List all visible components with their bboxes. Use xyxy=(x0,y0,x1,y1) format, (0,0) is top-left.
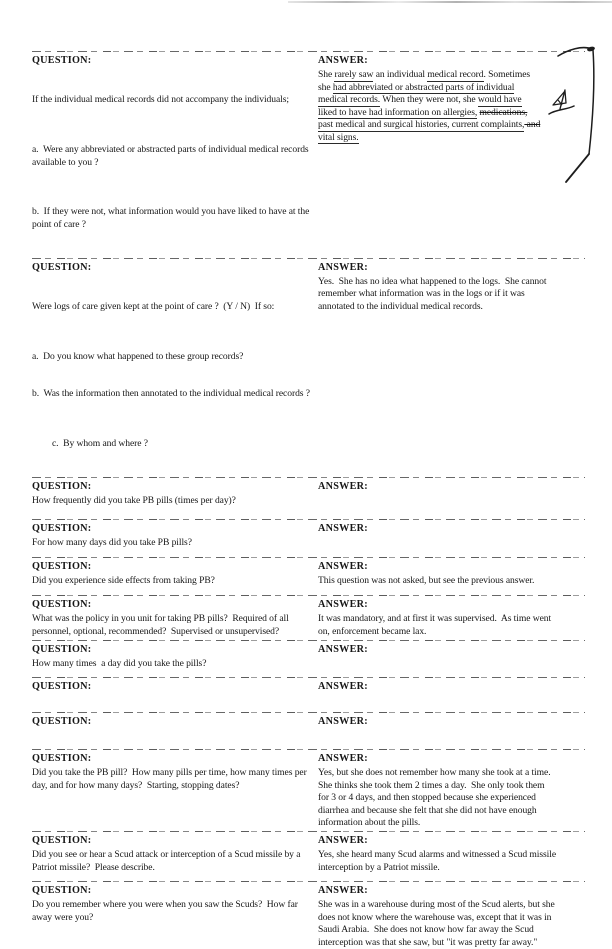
answer-text: She was in a warehouse during most of the Scud alerts, but she does not know where the warehouse was, except that it was in Saudi Arabia. She does not know how far away the Scud interception was that she saw, but "it was pretty far away." xyxy=(318,899,558,948)
section-divider xyxy=(32,711,585,713)
qa-section xyxy=(32,257,585,476)
question-label: QUESTION: xyxy=(32,561,92,573)
qa-section xyxy=(32,556,585,594)
question-text: a. Were any abbreviated or abstracted parts of individual medical records available to you ? xyxy=(32,143,311,168)
answer-line: past medical and surgical histories, current complaints, and xyxy=(318,119,541,131)
section-divider xyxy=(32,556,585,558)
question-label: QUESTION: xyxy=(32,523,92,535)
section-divider xyxy=(32,748,585,750)
question-text: Did you see or hear a Scud attack or interception of a Scud missile by a Patriot missile? Please describe. xyxy=(32,849,303,873)
answer-line: liked to have had information on allergies, medications, xyxy=(318,106,528,118)
answer-label: ANSWER: xyxy=(318,481,368,493)
question-text: Did you take the PB pill? How many pills per time, how many times per day, and for how many days? Starting, stopping dates? xyxy=(32,767,310,791)
question-label: QUESTION: xyxy=(32,481,92,493)
qa-section xyxy=(32,476,585,518)
answer-line: she had abbreviated or abstracted parts of individual xyxy=(318,81,515,93)
answer-label: ANSWER: xyxy=(318,681,368,693)
question-label: QUESTION: xyxy=(32,885,92,896)
answer-label: ANSWER: xyxy=(318,599,368,611)
question-text: What was the policy in you unit for taking PB pills? Required of all personnel, optional, recommended? Supervised or unsupervised? xyxy=(32,613,291,637)
question-label: QUESTION: xyxy=(32,681,92,693)
question-text: How many times a day did you take the pills? xyxy=(32,658,207,670)
answer-text: It was mandatory, and at first it was supervised. As time went on, enforcement became lax. xyxy=(318,613,554,637)
answer-text-annotated xyxy=(318,69,557,145)
qa-section xyxy=(32,676,585,711)
answer-line: She rarely saw an individual medical record. Sometimes xyxy=(318,69,531,80)
section-divider xyxy=(32,880,585,882)
answer-label: ANSWER: xyxy=(318,885,368,896)
section-divider xyxy=(32,476,585,478)
question-label: QUESTION: xyxy=(32,261,92,273)
question-text: b. If they were not, what information would you have liked to have at the point of care ? xyxy=(32,206,312,230)
question-label: QUESTION: xyxy=(32,835,92,846)
section-divider xyxy=(32,518,585,520)
qa-section xyxy=(32,639,585,676)
section-divider xyxy=(32,257,585,259)
flag-mark-annotation xyxy=(548,88,576,120)
question-subitem: a. Do you know what happened to these group records? xyxy=(32,350,244,362)
question-text: For how many days did you take PB pills? xyxy=(32,537,192,549)
question-label: QUESTION: xyxy=(32,644,92,656)
answer-line: vital signs. xyxy=(318,131,359,143)
question-label: QUESTION: xyxy=(32,716,92,728)
section-divider xyxy=(32,50,585,52)
answer-text: Yes, she heard many Scud alarms and witnessed a Scud missile interception by a Patriot missile. xyxy=(318,849,559,873)
answer-text: This question was not asked, but see the previous answer. xyxy=(318,575,535,587)
question-text: Were logs of care given kept at the point of care ? (Y / N) If so: xyxy=(32,300,275,312)
question-subitem: b. Was the information then annotated to the individual medical records ? xyxy=(32,388,310,400)
answer-label: ANSWER: xyxy=(318,716,368,728)
qa-section xyxy=(32,748,585,830)
section-divider xyxy=(32,676,585,678)
question-label: QUESTION: xyxy=(32,55,92,66)
answer-label: ANSWER: xyxy=(318,55,368,66)
answer-text: Yes, but she does not remember how many she took at a time. She thinks she took them 2 times a day. She only took them for 3 or 4 days, and then stopped because she experienced diarrhea and because she felt that she did not have enough information about the pills. xyxy=(318,767,556,829)
qa-section xyxy=(32,50,585,257)
qa-section xyxy=(32,518,585,556)
section-divider xyxy=(32,594,585,596)
answer-label: ANSWER: xyxy=(318,753,368,765)
question-text: Did you experience side effects from taking PB? xyxy=(32,575,215,587)
qa-section xyxy=(32,830,585,880)
question-subitem: c. By whom and where ? xyxy=(52,438,148,450)
answer-label: ANSWER: xyxy=(318,261,368,273)
answer-label: ANSWER: xyxy=(318,523,368,535)
qa-section xyxy=(32,711,585,748)
answer-text: Yes. She has no idea what happened to the logs. She cannot remember what information was in the logs or if it was annotated to the individual medical records. xyxy=(318,275,549,312)
answer-label: ANSWER: xyxy=(318,561,368,573)
question-text: If the individual medical records did not accompany the individuals; xyxy=(32,94,289,106)
question-text: Do you remember where you were when you saw the Scuds? How far away were you? xyxy=(32,899,301,923)
question-label: QUESTION: xyxy=(32,753,92,765)
qa-section xyxy=(32,880,585,949)
section-divider xyxy=(32,830,585,832)
answer-line: medical records. When they were not, she would have xyxy=(318,94,522,106)
section-divider xyxy=(32,639,585,641)
question-label: QUESTION: xyxy=(32,599,92,611)
question-text: How frequently did you take PB pills (times per day)? xyxy=(32,495,236,507)
qa-section xyxy=(32,594,585,639)
answer-label: ANSWER: xyxy=(318,835,368,846)
answer-label: ANSWER: xyxy=(318,644,368,656)
